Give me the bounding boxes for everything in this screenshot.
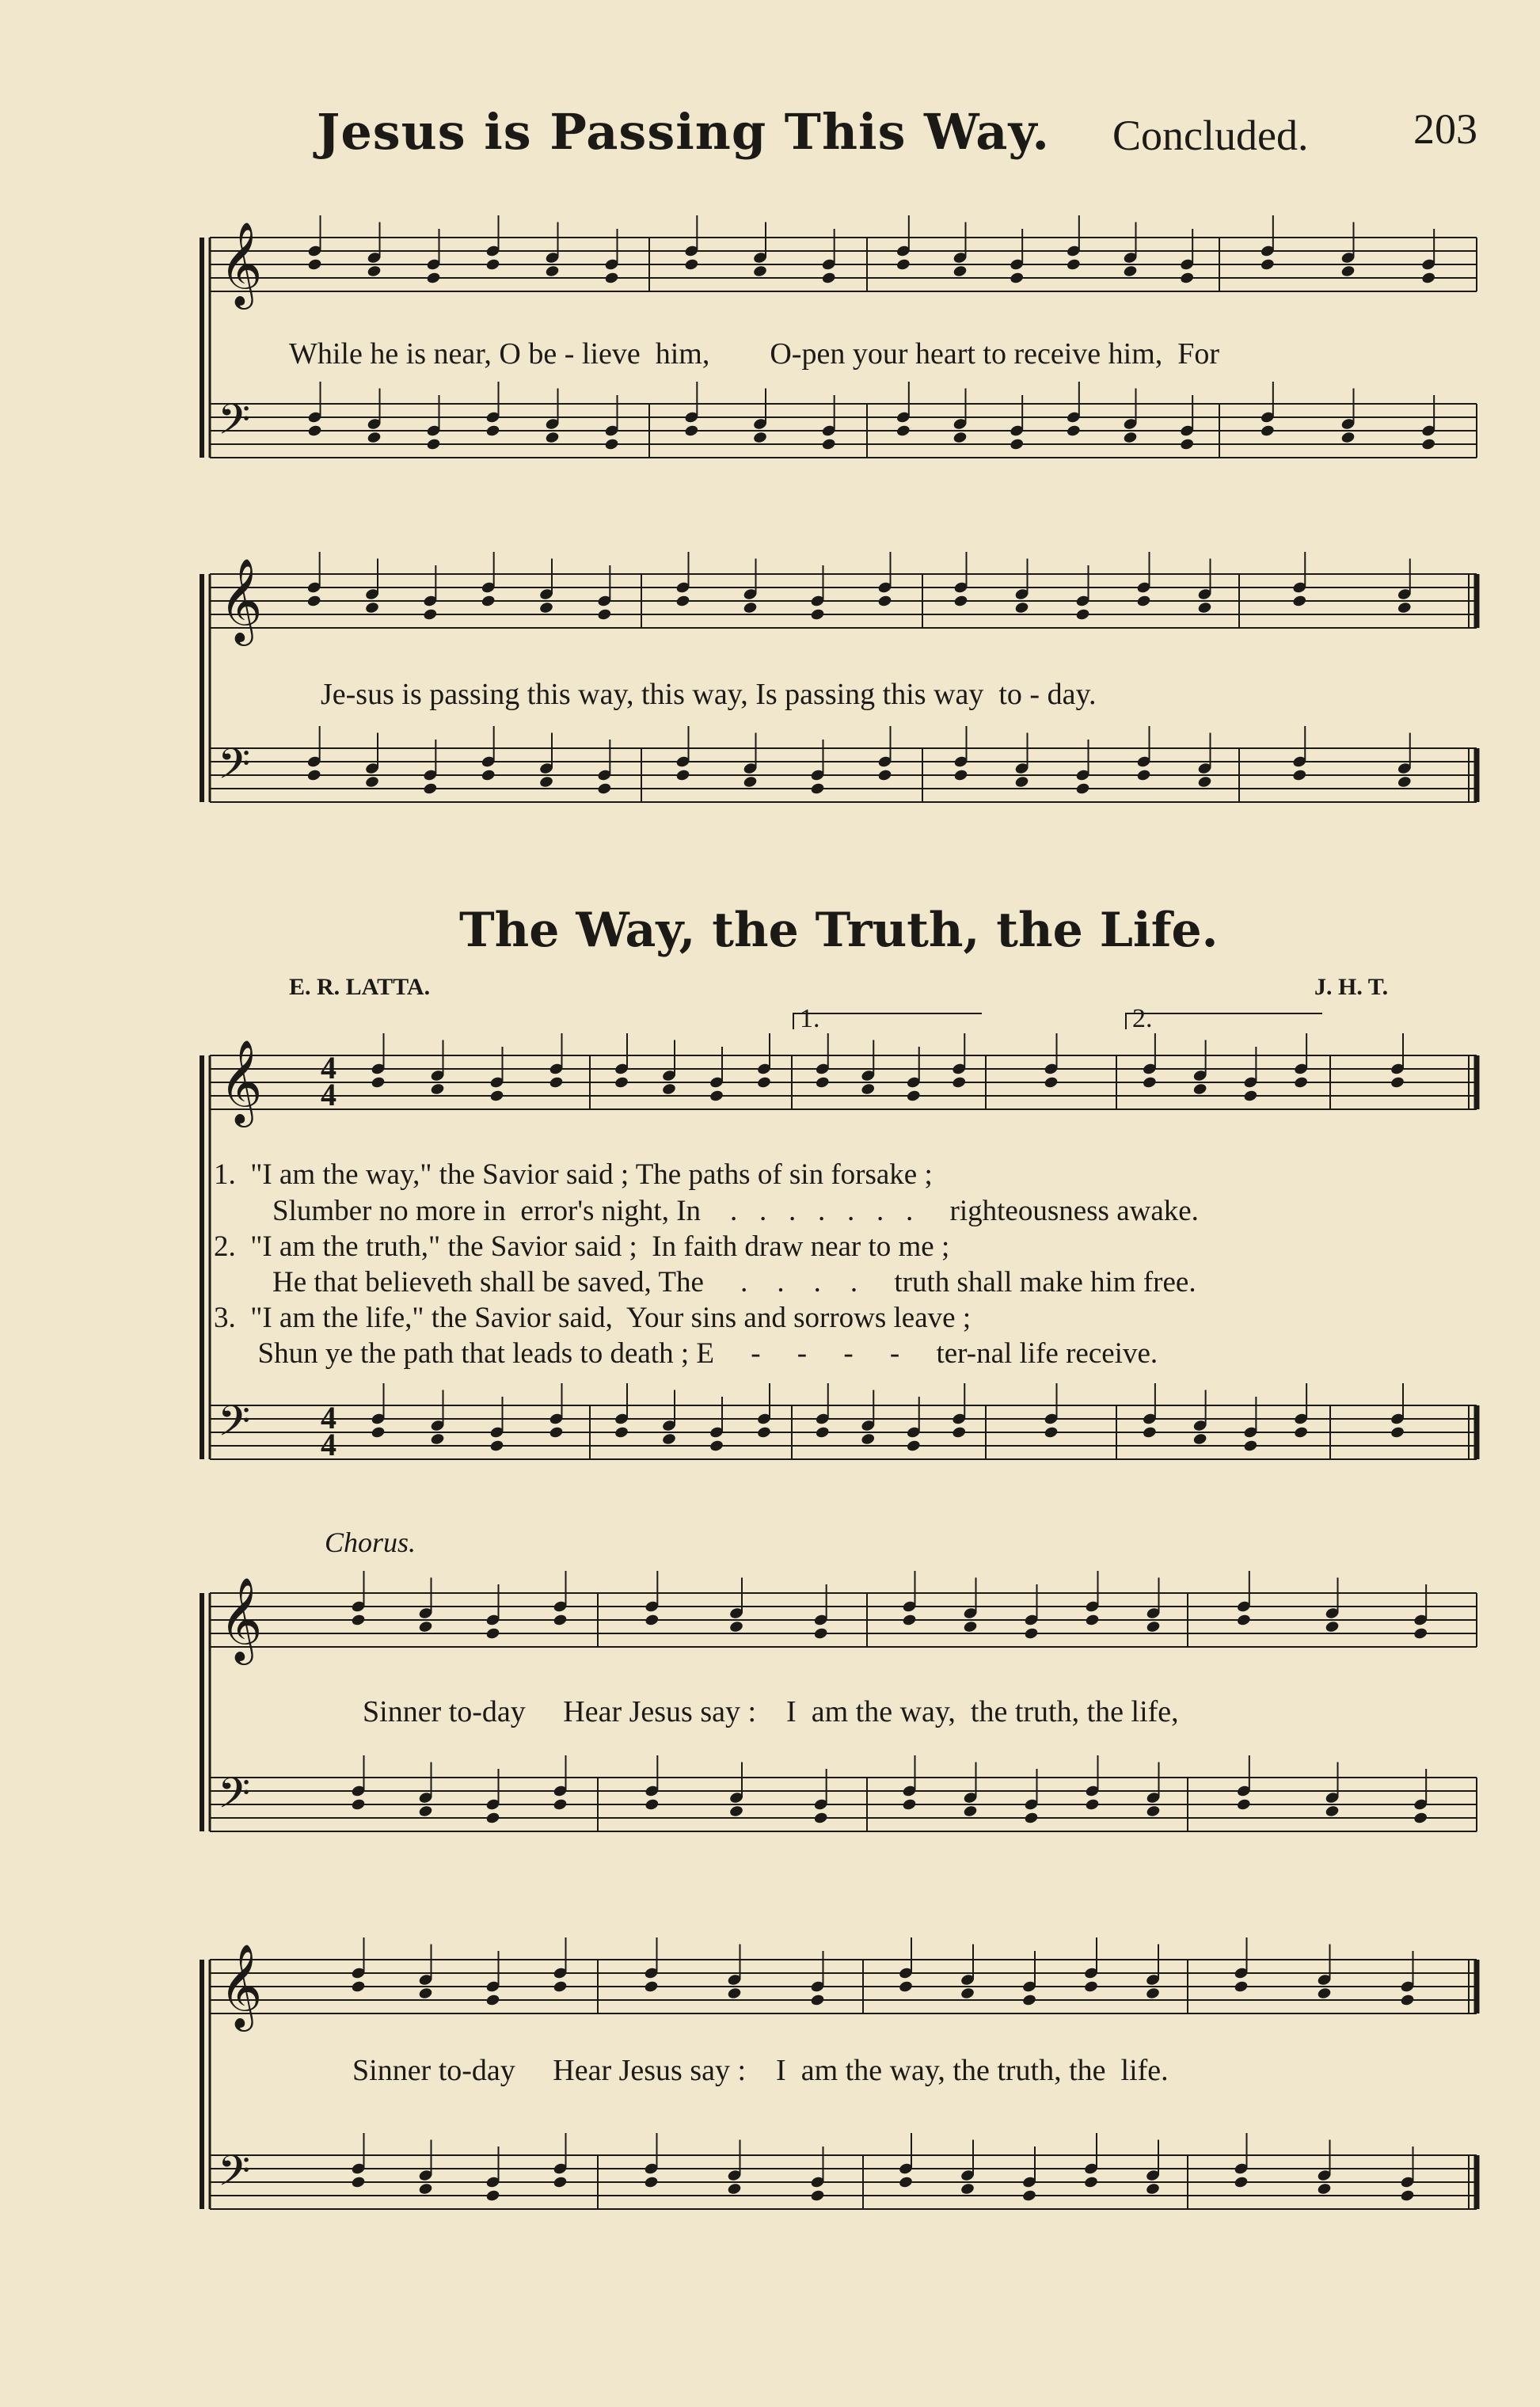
note-head [645,1614,660,1627]
note-head [861,1432,876,1446]
time-signature: 4 [321,1427,337,1462]
note-head [963,1620,978,1633]
note-head [684,258,699,272]
note-head [1400,1994,1415,2007]
note-head [1413,1627,1428,1641]
treble-clef-icon: 𝄞 [219,557,263,642]
note-head [351,1980,366,1994]
note-head [553,1798,568,1812]
note-head [1292,595,1307,608]
note-head [485,2189,500,2203]
note-head [902,1798,917,1812]
note-head [906,1439,921,1453]
bass-clef-icon: 𝄢 [218,740,251,799]
note-head [952,1076,967,1089]
note-head [1044,1426,1059,1439]
note-head [1390,1076,1405,1089]
note-head [895,258,911,272]
note-head [1123,431,1138,444]
note-head [364,775,379,789]
note-head [307,424,322,438]
note-head [1066,424,1081,438]
note-head [371,1426,386,1439]
note-head [1075,608,1090,622]
note-head [1123,264,1138,278]
time-signature: 4 [321,1077,337,1112]
chorus-lyrics-line2: Sinner to-day Hear Jesus say : I am the way, the truth, the life. [352,2054,1169,2087]
time-signature: 4 [321,1400,337,1435]
note-head [1294,1076,1309,1089]
note-head [861,1082,876,1096]
note-head [1010,438,1025,451]
note-head [1421,438,1436,451]
verse-line: 2. "I am the truth," the Savior said ; In faith draw near to me ; [214,1230,950,1263]
note-head [644,2176,659,2189]
note-head [1024,1812,1039,1825]
note-head [418,2182,433,2196]
note-head [306,769,321,782]
first-ending-label: 1. [800,1004,820,1033]
note-head [371,1076,386,1089]
note-head [1197,775,1212,789]
note-head [1146,1804,1161,1818]
note-head [351,1614,366,1627]
note-head [306,595,321,608]
note-head [1413,1812,1428,1825]
note-head [1083,2176,1098,2189]
verse-line: Slumber no more in error's night, In . . . . . . . righteousness awake. [214,1195,1199,1227]
second-ending-label: 2. [1132,1004,1153,1033]
note-head [545,264,560,278]
note-head [743,775,758,789]
note-head [953,431,968,444]
note-head [351,1798,366,1812]
note-head [810,1994,825,2007]
note-head [727,1987,742,2000]
note-head [1021,2189,1036,2203]
note-head [684,424,699,438]
note-head [728,1620,743,1633]
note-head [709,1089,724,1103]
note-head [430,1082,445,1096]
note-head [728,1804,743,1818]
note-head [351,2176,366,2189]
note-head [815,1076,830,1089]
note-head [367,431,382,444]
note-head [752,431,767,444]
hymn1-title: Jesus is Passing This Way. [317,103,1050,161]
note-head [553,1980,568,1994]
note-head [418,1620,433,1633]
note-head [1325,1620,1340,1633]
note-head [1421,272,1436,285]
note-head [1390,1426,1405,1439]
bass-clef-icon: 𝄢 [218,396,251,454]
note-head [545,431,560,444]
note-head [709,1439,724,1453]
treble-clef-icon: 𝄞 [219,1576,263,1661]
note-head [1340,264,1356,278]
note-head [1260,258,1275,272]
note-head [1180,272,1195,285]
note-head [810,2189,825,2203]
note-head [1145,1987,1160,2000]
note-head [307,258,322,272]
note-head [538,601,553,614]
note-head [485,1994,500,2007]
note-head [481,595,496,608]
note-head [553,2176,568,2189]
note-head [1260,424,1275,438]
note-head [1340,431,1356,444]
note-head [1236,1614,1251,1627]
note-head [485,1627,500,1641]
note-head [1397,601,1412,614]
note-head [898,1980,913,1994]
author-right: J. H. T. [1314,974,1389,1000]
note-head [1317,2182,1332,2196]
note-head [963,1804,978,1818]
note-head [1317,1987,1332,2000]
note-head [727,2182,742,2196]
note-head [898,2176,913,2189]
note-head [644,1980,659,1994]
note-head [877,769,892,782]
hymn1-lyrics-line2: Je-sus is passing this way, this way, Is passing this way to - day. [321,678,1097,711]
note-head [752,264,767,278]
note-head [661,1082,676,1096]
note-head [549,1076,564,1089]
note-head [426,272,441,285]
treble-clef-icon: 𝄞 [219,1039,263,1124]
note-head [960,2182,975,2196]
note-head [485,424,500,438]
note-head [614,1076,629,1089]
note-head [821,272,836,285]
note-head [1397,775,1412,789]
time-signature: 4 [321,1050,337,1086]
note-head [489,1439,504,1453]
note-head [1294,1426,1309,1439]
note-head [1325,1804,1340,1818]
note-head [821,438,836,451]
note-head [902,1614,917,1627]
note-head [604,438,619,451]
note-head [675,595,690,608]
note-head [489,1089,504,1103]
note-head [1014,775,1029,789]
note-head [614,1426,629,1439]
note-head [1236,1798,1251,1812]
note-head [1234,1980,1249,1994]
note-head [1400,2189,1415,2203]
note-head [1197,601,1212,614]
note-head [1292,769,1307,782]
note-head [1083,1980,1098,1994]
verse-line: 1. "I am the way," the Savior said ; The paths of sin forsake ; [214,1158,933,1191]
note-head [1075,782,1090,796]
note-head [815,1426,830,1439]
note-head [1243,1439,1258,1453]
bass-clef-icon: 𝄢 [218,1397,251,1456]
note-head [1145,2182,1160,2196]
note-head [810,608,825,622]
note-head [364,601,379,614]
note-head [1234,2176,1249,2189]
note-head [430,1432,445,1446]
bass-clef-icon: 𝄢 [218,2147,251,2206]
note-head [813,1812,828,1825]
note-head [756,1076,771,1089]
bass-clef-icon: 𝄢 [218,1770,251,1828]
note-head [1024,1627,1039,1641]
note-head [418,1804,433,1818]
note-head [960,1987,975,2000]
ending-bracket [793,1013,982,1029]
hymn2-title: The Way, the Truth, the Life. [459,903,1219,958]
note-head [1014,601,1029,614]
note-head [661,1432,676,1446]
note-head [553,1614,568,1627]
note-head [675,769,690,782]
note-head [604,272,619,285]
note-head [756,1426,771,1439]
note-head [1085,1798,1100,1812]
note-head [906,1089,921,1103]
note-head [1085,1614,1100,1627]
note-head [645,1798,660,1812]
note-head [485,1812,500,1825]
note-head [1044,1076,1059,1089]
note-head [813,1627,828,1641]
note-head [485,258,500,272]
note-head [1066,258,1081,272]
note-head [743,601,758,614]
note-head [1142,1076,1157,1089]
note-head [1021,1994,1036,2007]
note-head [549,1426,564,1439]
note-head [1136,769,1151,782]
chorus-lyrics-line1: Sinner to-day Hear Jesus say : I am the way, the truth, the life, [363,1695,1179,1728]
treble-clef-icon: 𝄞 [219,1943,263,2028]
author-left: E. R. LATTA. [289,974,431,1000]
verse-line: He that believeth shall be saved, The . . . . truth shall make him free. [214,1266,1196,1299]
note-head [952,1426,967,1439]
note-head [1010,272,1025,285]
note-head [426,438,441,451]
note-head [877,595,892,608]
note-head [953,264,968,278]
note-head [538,775,553,789]
note-head [367,264,382,278]
note-head [1180,438,1195,451]
note-head [1146,1620,1161,1633]
note-head [953,769,968,782]
note-head [1142,1426,1157,1439]
note-head [481,769,496,782]
note-head [1192,1082,1207,1096]
note-head [895,424,911,438]
verse-line: 3. "I am the life," the Savior said, Your sins and sorrows leave ; [214,1302,972,1334]
treble-clef-icon: 𝄞 [219,221,263,306]
note-head [1243,1089,1258,1103]
ending-bracket [1126,1013,1322,1029]
concluded-label: Concluded. [1112,112,1309,159]
note-head [810,782,825,796]
note-head [597,608,612,622]
note-head [1192,1432,1207,1446]
note-head [597,782,612,796]
note-head [423,782,438,796]
verse-line: Shun ye the path that leads to death ; E - - - - ter-nal life receive. [214,1337,1158,1370]
hymn1-lyrics-line1: While he is near, O be - lieve him, O-pen your heart to receive him, For [289,337,1220,371]
page-number: 203 [1413,105,1477,153]
note-head [953,595,968,608]
note-head [1136,595,1151,608]
note-head [418,1987,433,2000]
chorus-label: Chorus. [325,1527,416,1558]
note-head [423,608,438,622]
